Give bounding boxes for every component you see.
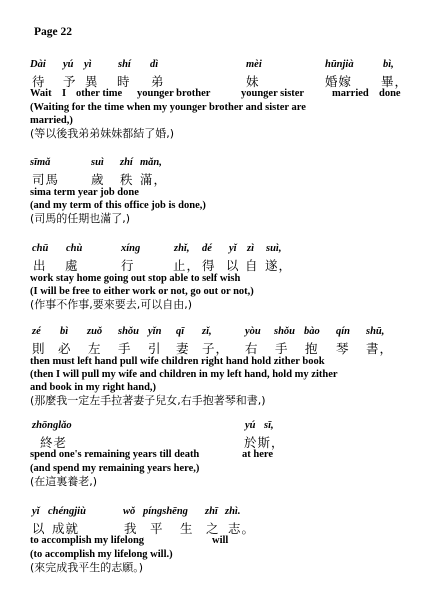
chinese-char: 秩 <box>120 172 134 187</box>
translation-line: (and my term of this office job is done,) <box>30 200 206 211</box>
chinese-char: 婚嫁 <box>325 74 353 89</box>
pinyin-word: zuǒ <box>87 326 103 337</box>
chinese-char: 待 <box>32 74 46 89</box>
translation-line: (to accomplish my lifelong will.) <box>30 549 173 560</box>
gloss-word: to accomplish my lifelong <box>30 535 145 546</box>
pinyin-row <box>30 506 410 519</box>
chinese-char: 必 <box>58 341 72 356</box>
pinyin-word: mèi <box>246 59 262 70</box>
chinese-translation: (作事不作事,要來要去,可以自由,) <box>30 298 193 311</box>
gloss-word: at here <box>242 449 274 460</box>
translation-line: (then I will pull my wife and children in my left hand, hold my zither <box>30 369 338 380</box>
chinese-char: 成就 <box>52 521 80 536</box>
gloss-word: younger brother <box>137 88 211 99</box>
chinese-char: 止， <box>173 258 201 273</box>
chinese-char: 左 <box>88 341 102 356</box>
chinese-char: 畢， <box>381 74 409 89</box>
pinyin-word: bì, <box>383 59 394 70</box>
pinyin-word: bào <box>304 326 320 337</box>
chinese-char: 之 <box>206 521 220 536</box>
chinese-row <box>30 339 410 355</box>
chinese-char: 司馬 <box>32 172 60 187</box>
pinyin-word: yú <box>245 420 256 431</box>
pinyin-word: sīmǎ <box>30 157 51 168</box>
pinyin-word: yǐn <box>148 326 162 337</box>
chinese-row <box>30 519 410 535</box>
gloss-row <box>30 535 410 548</box>
chinese-char: 滿， <box>140 172 168 187</box>
pinyin-word: hūnjià <box>325 59 354 70</box>
gloss-word: spend one's remaining years till death <box>30 449 200 460</box>
gloss-line: sima term year job done <box>30 187 139 198</box>
page-number: Page 22 <box>34 26 73 38</box>
chinese-char: 子， <box>202 341 230 356</box>
chinese-translation: (來完成我平生的志願。) <box>30 561 144 574</box>
chinese-char: 抱 <box>305 341 319 356</box>
chinese-char: 行 <box>121 258 135 273</box>
chinese-row <box>30 433 410 449</box>
pinyin-word: zì <box>247 243 255 254</box>
pinyin-word: shǒu <box>274 326 296 337</box>
chinese-char: 以 <box>32 521 46 536</box>
pinyin-word: sī, <box>264 420 274 431</box>
pinyin-word: zhōnglǎo <box>32 420 72 431</box>
gloss-word: done <box>379 88 401 99</box>
chinese-char: 弟 <box>151 74 165 89</box>
gloss-word: married <box>332 88 369 99</box>
pinyin-word: yì <box>84 59 92 70</box>
pinyin-word: qī <box>176 326 185 337</box>
chinese-char: 妹 <box>246 74 260 89</box>
chinese-char: 時 <box>117 74 131 89</box>
translation-line: and book in my right hand,) <box>30 382 157 393</box>
chinese-translation: (司馬的任期也滿了,) <box>30 212 131 225</box>
chinese-char: 手 <box>275 341 289 356</box>
chinese-char: 引 <box>148 341 162 356</box>
chinese-row <box>30 256 410 272</box>
pinyin-word: zé <box>32 326 41 337</box>
pinyin-row <box>30 157 410 170</box>
chinese-char: 自 <box>245 258 259 273</box>
pinyin-word: xíng <box>121 243 141 254</box>
chinese-char: 琴 <box>336 341 350 356</box>
pinyin-word: yòu <box>245 326 261 337</box>
pinyin-word: yǐ <box>229 243 237 254</box>
chinese-char: 以 <box>226 258 240 273</box>
pinyin-word: chéngjiù <box>48 506 86 517</box>
pinyin-word: dì <box>150 59 159 70</box>
chinese-char: 書， <box>366 341 394 356</box>
pinyin-word: zhī <box>205 506 218 517</box>
chinese-char: 手 <box>118 341 132 356</box>
pinyin-word: chū <box>32 243 49 254</box>
gloss-word: I <box>62 88 67 99</box>
stanza-1 <box>30 59 410 140</box>
gloss-line: work stay home going out stop able to self wish <box>30 273 241 284</box>
chinese-row <box>30 72 410 88</box>
stanza-6 <box>30 506 410 574</box>
chinese-char: 得 <box>202 258 216 273</box>
chinese-char: 歲 <box>91 172 105 187</box>
chinese-char: 處 <box>65 258 79 273</box>
chinese-translation: (那麼我一定左手拉著妻子兒女,右手抱著琴和書,) <box>30 394 266 407</box>
chinese-char: 則 <box>32 341 46 356</box>
chinese-char: 右 <box>245 341 259 356</box>
chinese-char: 出 <box>33 258 47 273</box>
chinese-char: 予 <box>63 74 77 89</box>
pinyin-word: shí <box>118 59 131 70</box>
pinyin-word: qín <box>336 326 351 337</box>
pinyin-word: Dài <box>30 59 46 70</box>
chinese-char: 志。 <box>228 521 256 536</box>
pinyin-word: zǐ, <box>202 326 212 337</box>
stanza-2 <box>30 157 410 225</box>
chinese-char: 生 <box>180 521 194 536</box>
pinyin-row <box>30 243 410 256</box>
pinyin-word: shū, <box>366 326 385 337</box>
pinyin-word: wǒ <box>123 506 136 517</box>
chinese-translation: (在這裏養老,) <box>30 475 98 488</box>
pinyin-word: suì, <box>266 243 282 254</box>
pinyin-row <box>30 420 410 433</box>
gloss-line: then must left hand pull wife children right hand hold zither book <box>30 356 325 367</box>
chinese-char: 異 <box>85 74 99 89</box>
pinyin-word: zhí <box>120 157 133 168</box>
chinese-char: 遂， <box>265 258 293 273</box>
translation-line: (I will be free to either work or not, go out or not,) <box>30 286 254 297</box>
gloss-word: will <box>212 535 229 546</box>
chinese-char: 妻 <box>176 341 190 356</box>
pinyin-word: yú <box>63 59 74 70</box>
chinese-char: 我 <box>124 521 138 536</box>
pinyin-word: mǎn, <box>140 157 162 168</box>
gloss-word: Wait <box>30 88 52 99</box>
stanza-4 <box>30 326 410 407</box>
pinyin-word: zhǐ, <box>174 243 190 254</box>
pinyin-word: chù <box>66 243 83 254</box>
chinese-char: 終老 <box>40 435 68 450</box>
gloss-word: other time <box>76 88 123 99</box>
chinese-row <box>30 170 410 186</box>
pinyin-word: píngshēng <box>143 506 188 517</box>
pinyin-row <box>30 326 410 339</box>
pinyin-word: suì <box>91 157 104 168</box>
pinyin-row <box>30 59 410 72</box>
stanza-5 <box>30 420 410 488</box>
pinyin-word: shǒu <box>118 326 140 337</box>
gloss-row <box>30 88 410 101</box>
pinyin-word: dé <box>202 243 212 254</box>
chinese-translation: (等以後我弟弟妹妹都結了婚,) <box>30 127 175 140</box>
chinese-char: 於斯， <box>244 435 285 450</box>
pinyin-word: zhì. <box>225 506 241 517</box>
chinese-char: 平 <box>150 521 164 536</box>
gloss-row <box>30 449 410 462</box>
pinyin-word: bì <box>60 326 69 337</box>
pinyin-word: yǐ <box>32 506 40 517</box>
translation-line: (and spend my remaining years here,) <box>30 463 200 474</box>
translation-line: (Waiting for the time when my younger brother and sister are <box>30 102 306 113</box>
translation-line: married,) <box>30 115 73 126</box>
stanza-3 <box>30 243 410 311</box>
gloss-word: younger sister <box>241 88 305 99</box>
